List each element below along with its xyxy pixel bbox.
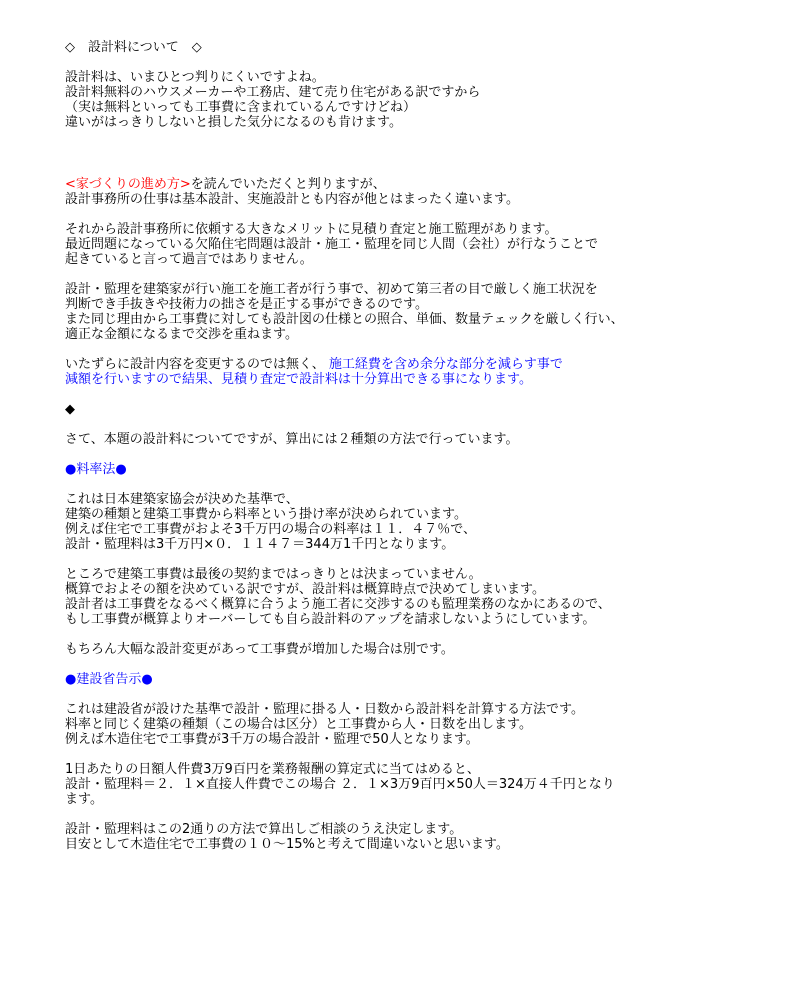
supervision-line: 判断でき手抜きや技術力の拙さを是正する事ができるのです。 [65,297,428,312]
ministry-line: これは建設省が設けた基準で設計・監理に掛る人・日数から設計料を計算する方法です。 [65,702,584,717]
process-line: 設計事務所の仕事は基本設計、実施設計とも内容が他とはまったく違います。 [65,192,519,207]
rate-line: 建築の種類と建築工事費から料率という掛け率が決められています。 [65,507,467,522]
section-divider: ◆ [65,402,75,417]
process-paragraph [65,177,780,207]
ministry-line: 1日あたりの日額人件費3万9百円を業務報酬の算定式に当てはめると、 [65,762,480,777]
merit-line: それから設計事務所に依頼する大きなメリットに見積り査定と施工監理があります。 [65,222,558,237]
conclusion-line: 目安として木造住宅で工事費の１０～15%と考えて間違いないと思います。 [65,837,509,852]
reduction-line-highlight: 減額を行いますので結果、見積り査定で設計料は十分算出できる事になります。 [65,372,532,387]
rate-method-paragraph-2 [65,567,780,627]
house-building-process-link[interactable]: <家づくりの進め方> [65,177,191,192]
intro-line: 違いがはっきりしないと損した気分になるのも肯けます。 [65,115,402,130]
rate-line: 概算でおよその額を決めている訳ですが、設計料は概算時点で決めてしまいます。 [65,582,545,597]
rate-line: 例えば住宅で工事費がおよそ3千万円の場合の料率は１１．４７％で、 [65,522,477,537]
ministry-line: 料率と同じく建築の種類（この場合は区分）と工事費から人・日数を出します。 [65,717,532,732]
intro-paragraph [65,70,780,130]
intro-line: （実は無料といっても工事費に含まれているんですけどね） [65,100,417,115]
ministry-method-paragraph-2 [65,762,780,807]
rate-method-paragraph-1 [65,492,780,552]
supervision-line: 設計・監理を建築家が行い施工を施工者が行う事で、初めて第三者の目で厳しく施工状況を [65,282,598,297]
intro-line: 設計料無料のハウスメーカーや工務店、建て売り住宅がある訳ですから [65,85,481,100]
supervision-line: 適正な金額になるまで交渉を重ねます。 [65,327,298,342]
intro-line: 設計料は、いまひとつ判りにくいですよね。 [65,70,325,85]
rate-line: これは日本建築家協会が決めた基準で、 [65,492,299,507]
main-intro: さて、本題の設計料についてですが、算出には２種類の方法で行っています。 [65,432,519,447]
ministry-line: 設計・監理料＝２．１×直接人件費でこの場合 ２．１×3万9百円×50人＝324万４千円となり [65,777,615,792]
ministry-method-paragraph-1 [65,702,780,747]
rate-line: もし工事費が概算よりオーバーしても自ら設計料のアップを請求しないようにしています。 [65,612,596,627]
rate-line: ところで建築工事費は最後の契約まではっきりとは決まっていません。 [65,567,482,582]
rate-method-heading: ●料率法● [65,462,127,477]
reduction-paragraph [65,357,780,387]
rate-line: 設計者は工事費をなるべく概算に合うよう施工者に交渉するのも監理業務のなかにあるので、 [65,597,611,612]
ministry-line: ます。 [65,792,103,807]
conclusion-paragraph [65,822,780,852]
merit-paragraph [65,222,780,267]
page-title: ◇ 設計料について ◇ [65,40,202,55]
ministry-method-heading: ●建設省告示● [65,672,153,687]
conclusion-line: 設計・監理料はこの2通りの方法で算出しご相談のうえ決定します。 [65,822,463,837]
process-line-rest: を読んでいただくと判りますが、 [190,177,386,192]
supervision-paragraph [65,282,780,342]
ministry-line: 例えば木造住宅で工事費が3千万の場合設計・監理で50人となります。 [65,732,479,747]
reduction-line-highlight: 施工経費を含め余分な部分を減らす事で [328,357,563,372]
reduction-line-black: いたずらに設計内容を変更するのでは無く、 [65,357,325,372]
supervision-line: また同じ理由から工事費に対しても設計図の仕様との照合、単価、数量テェックを厳しく行い、 [65,312,624,327]
rate-line: 設計・監理料は3千万円×０．１１４７＝344万1千円となります。 [65,537,455,552]
rate-method-note: もちろん大幅な設計変更があって工事費が増加した場合は別です。 [65,642,454,657]
merit-line: 最近問題になっている欠陥住宅問題は設計・施工・監理を同じ人間（会社）が行なうことで [65,237,599,252]
merit-line: 起きていると言って過言ではありません。 [65,252,313,267]
